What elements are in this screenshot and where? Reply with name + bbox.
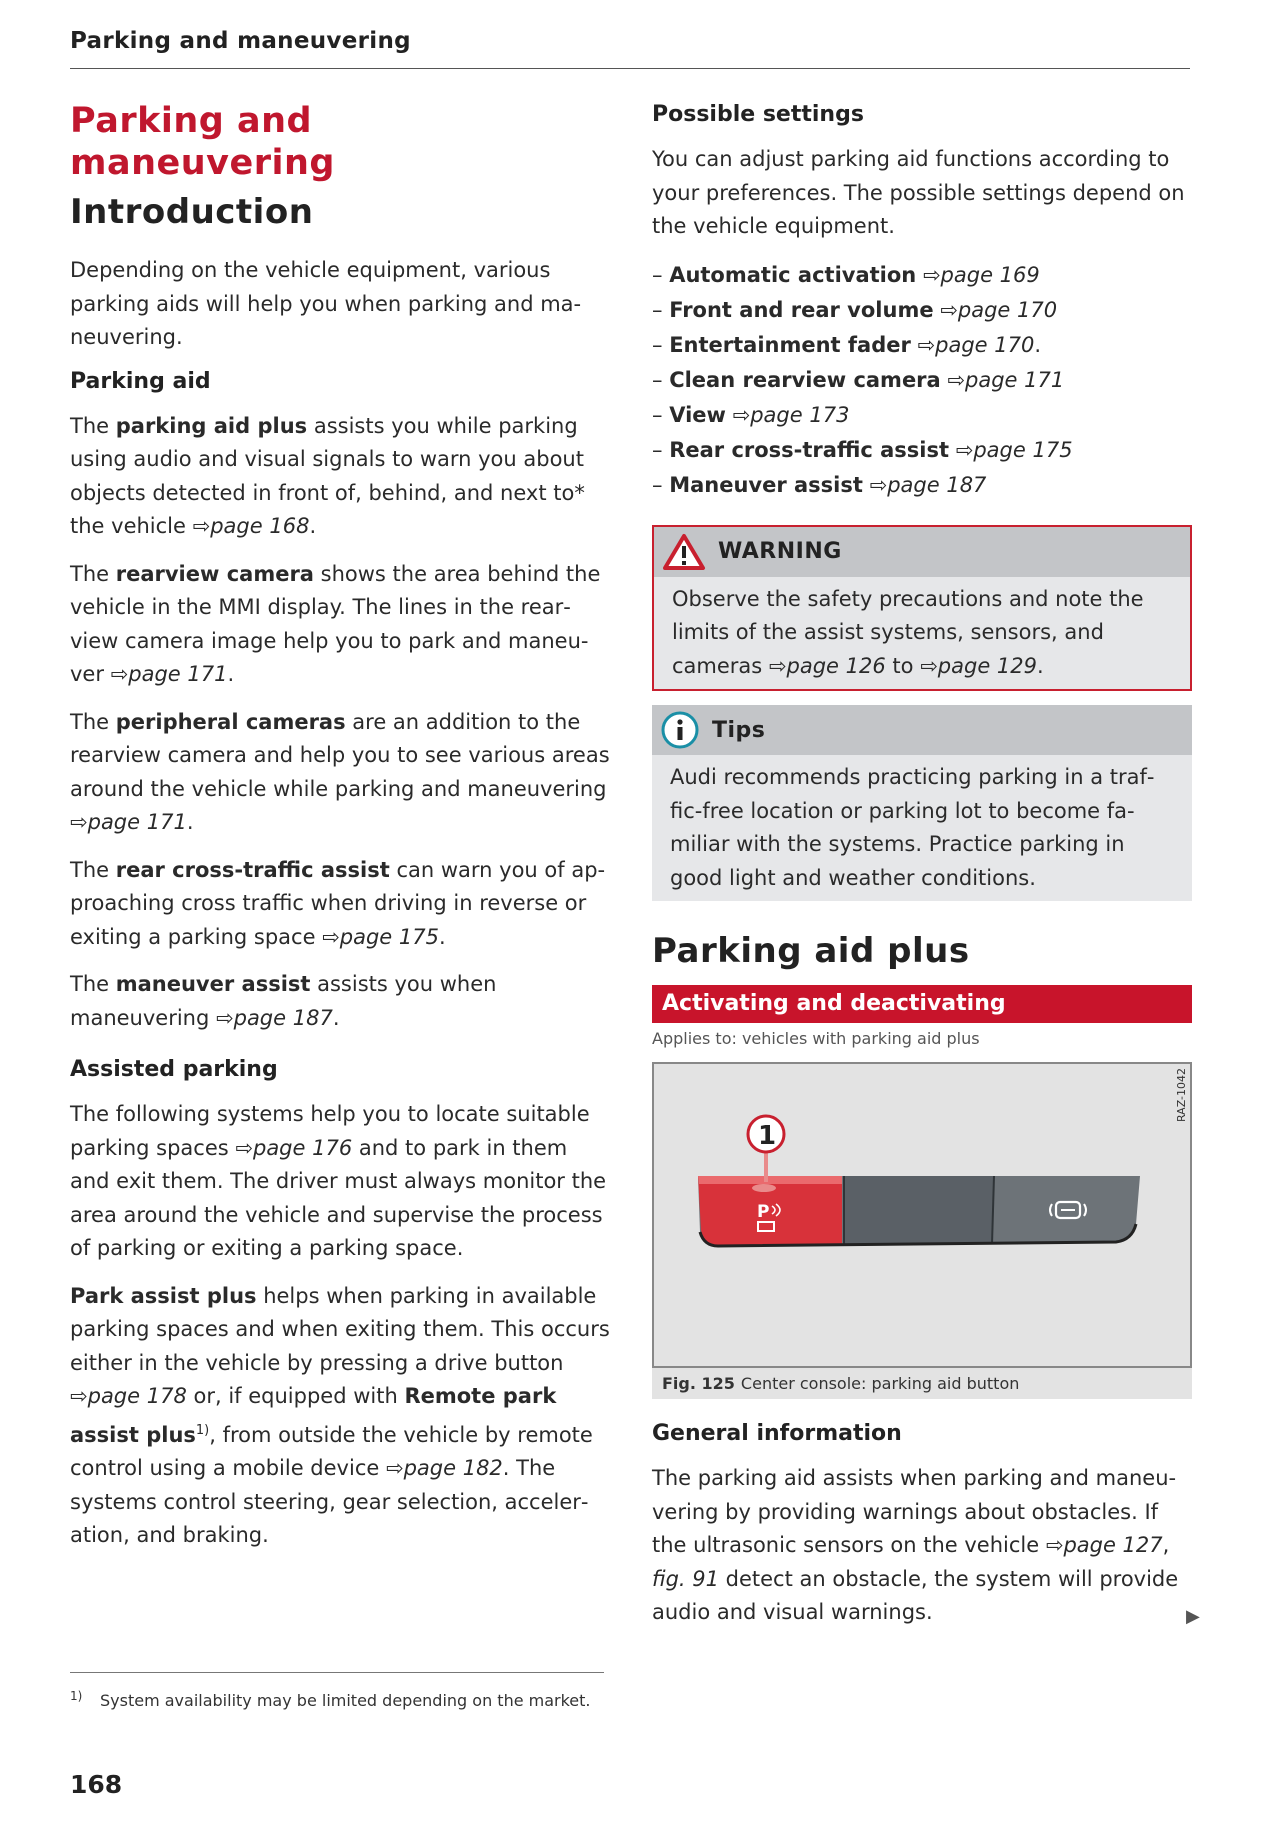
section-title-parking-aid-plus: Parking aid plus: [652, 931, 970, 971]
arrow-icon: ⇨: [216, 1005, 234, 1030]
figure-caption-text: Center console: parking aid button: [740, 1374, 1020, 1393]
settings-intro: You can adjust parking aid functions according to your preferences. The possible settings depend on the vehicle equipment.: [652, 147, 1185, 238]
page-ref-link[interactable]: page 175: [339, 924, 439, 949]
page-ref-link[interactable]: page 187: [887, 472, 987, 497]
paragraph-peripheral-cameras: The peripheral cameras are an addition to the rearview camera and help you to see various areas around the vehicle while parking and maneuvering ⇨page 171.: [70, 709, 610, 834]
page-ref-link[interactable]: page 178: [87, 1384, 187, 1408]
page-ref-link[interactable]: page 171: [128, 662, 228, 686]
warning-label: WARNING: [718, 539, 842, 564]
paragraph-general-information: The parking aid assists when parking and maneuvering by providing warnings about obstacles. If the ultrasonic sensors on the vehicle ⇨page 127, fig. 91 detect an obstacle, the system will provide audio and visual warnings.: [652, 1466, 1179, 1624]
tips-label: Tips: [712, 717, 766, 743]
warning-box: [652, 525, 1192, 692]
paragraph-park-assist-plus: Park assist plus helps when parking in available parking spaces and when exiting them. This occurs either in the vehicle by pressing a drive button ⇨page 178 or, if equipped with Remote park assist plus$^{1)}$, from outside the vehicle by remote control using a mobile device ⇨page 182. The systems control steering, gear selection, acceleration, and braking.: [70, 1283, 610, 1547]
paragraph-rear-cross-traffic: The rear cross-traffic assist can warn you of approaching cross traffic when driving in reverse or exiting a parking space ⇨page 175.: [70, 857, 606, 949]
footnote: [70, 1688, 604, 1713]
tips-text: Audi recommends practicing parking in a traffic-free location or parking lot to become familiar with the systems. Practice parking in good light and weather conditions.: [652, 755, 1192, 901]
parking-aid-heading: Parking aid: [70, 368, 211, 394]
page-ref-link[interactable]: page 129: [937, 653, 1038, 678]
subsection-bar: Activating and deactivating: [652, 985, 1192, 1023]
footnote-marker[interactable]: 1): [195, 1422, 210, 1438]
page-ref-link[interactable]: page 170: [935, 332, 1035, 357]
arrow-icon: ⇨: [920, 653, 938, 678]
assisted-parking-heading: Assisted parking: [70, 1057, 278, 1082]
arrow-icon: ⇨: [869, 472, 888, 497]
page-ref-link[interactable]: page 127: [1063, 1533, 1163, 1557]
possible-settings-heading: Possible settings: [652, 102, 864, 127]
continue-arrow-icon: ▶: [1186, 1606, 1200, 1627]
button-label: P: [757, 1202, 770, 1222]
paragraph-maneuver-assist: The maneuver assist assists you when maneuvering ⇨page 187.: [70, 972, 497, 1030]
chapter-title: [70, 100, 610, 184]
figure-code: RAZ-1042: [1175, 1068, 1188, 1123]
arrow-icon: ⇨: [940, 297, 958, 322]
page-ref-link[interactable]: page 169: [940, 262, 1040, 287]
figure-caption: [652, 1368, 1192, 1399]
chapter-title-line-2: maneuvering: [70, 143, 335, 183]
arrow-icon: ⇨: [947, 367, 966, 392]
right-column: [652, 98, 1192, 1644]
list-item: – Automatic activation ⇨page 169: [652, 262, 1040, 287]
warning-header: [654, 527, 1190, 577]
footnote-number: 1): [70, 1689, 83, 1703]
intro-paragraph: Depending on the vehicle equipment, various parking aids will help you when parking and maneuvering.: [70, 258, 582, 349]
arrow-icon: ⇨: [192, 514, 211, 538]
section-title-introduction: Introduction: [70, 192, 314, 232]
chapter-title-line-1: Parking and: [70, 101, 313, 141]
settings-list: [652, 258, 1192, 503]
footnote-rule: [70, 1672, 604, 1673]
page-ref-link[interactable]: page 173: [750, 402, 850, 427]
arrow-icon: ⇨: [322, 924, 340, 949]
paragraph-assisted-parking: The following systems help you to locate suitable parking spaces ⇨page 176 and to park in them and exit them. The driver must always monitor the area around the vehicle and supervise the process of parking or exiting a parking space.: [70, 1102, 607, 1260]
paragraph-parking-aid-plus: The parking aid plus assists you while parking using audio and visual signals to warn you about objects detected in front of, behind, and next to* the vehicle ⇨page 168.: [70, 413, 585, 538]
list-item: – Front and rear volume ⇨page 170: [652, 297, 1058, 322]
arrow-icon: ⇨: [70, 810, 88, 834]
page-ref-link[interactable]: page 170: [957, 297, 1058, 322]
arrow-icon: ⇨: [917, 332, 936, 357]
list-item: – Clean rearview camera ⇨page 171: [652, 367, 1065, 392]
figure-ref-link[interactable]: fig. 91: [652, 1566, 719, 1591]
page-ref-link[interactable]: page 171: [965, 367, 1065, 392]
arrow-icon: ⇨: [110, 662, 129, 686]
page-ref-link[interactable]: page 168: [210, 514, 310, 538]
list-item: – Entertainment fader ⇨page 170.: [652, 332, 1042, 357]
warning-text: Observe the safety precautions and note the limits of the assist systems, sensors, and cameras ⇨page 126 to ⇨page 129.: [654, 577, 1190, 690]
figure-number: Fig. 125: [662, 1374, 735, 1393]
info-icon: [660, 710, 700, 750]
figure-center-console: [652, 1062, 1192, 1368]
arrow-icon: ⇨: [385, 1456, 404, 1480]
page-ref-link[interactable]: page 126: [786, 653, 886, 678]
arrow-icon: ⇨: [235, 1135, 253, 1160]
tips-header: [652, 705, 1192, 755]
running-header: Parking and maneuvering: [70, 28, 411, 54]
arrow-icon: ⇨: [70, 1384, 88, 1408]
left-column: [70, 98, 610, 1567]
callout-1-icon: [748, 1116, 784, 1152]
page-ref-link[interactable]: page 182: [403, 1456, 503, 1480]
list-item: – View ⇨page 173: [652, 402, 850, 427]
tips-box: [652, 705, 1192, 901]
header-rule: [70, 68, 1190, 69]
applies-to-note: Applies to: vehicles with parking aid plus: [652, 1029, 980, 1048]
page-ref-link[interactable]: page 176: [252, 1135, 353, 1160]
arrow-icon: ⇨: [768, 653, 787, 678]
list-item: – Maneuver assist ⇨page 187: [652, 472, 987, 497]
warning-triangle-icon: [662, 533, 706, 571]
page-ref-link[interactable]: page 175: [973, 437, 1073, 462]
page-ref-link[interactable]: page 171: [87, 810, 187, 834]
page-ref-link[interactable]: page 187: [233, 1005, 333, 1030]
callout-number: 1: [758, 1121, 777, 1151]
arrow-icon: ⇨: [732, 402, 751, 427]
general-information-heading: General information: [652, 1421, 902, 1446]
arrow-icon: ⇨: [955, 437, 974, 462]
arrow-icon: ⇨: [922, 262, 941, 287]
footnote-text: System availability may be limited depending on the market.: [100, 1691, 591, 1710]
list-item: – Rear cross-traffic assist ⇨page 175: [652, 437, 1073, 462]
page-number: 168: [70, 1770, 123, 1799]
console-illustration: [654, 1064, 1190, 1366]
arrow-icon: ⇨: [1045, 1533, 1064, 1557]
paragraph-rearview-camera: The rearview camera shows the area behind the vehicle in the MMI display. The lines in the rearview camera image help you to park and maneuver ⇨page 171.: [70, 561, 601, 686]
